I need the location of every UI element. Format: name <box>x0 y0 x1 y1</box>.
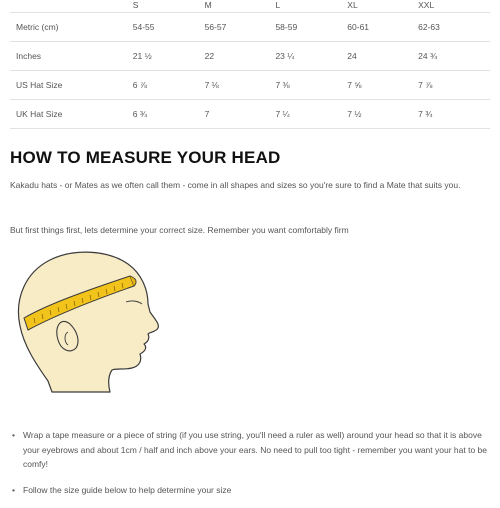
header-size-l: L <box>275 0 347 13</box>
table-cell: 7 <box>205 100 276 129</box>
table-cell: 7 ⅝ <box>347 71 418 100</box>
instruction-paragraph: But first things first, lets determine your correct size. Remember you want comfortably firm <box>10 225 349 235</box>
list-item: • Follow the size guide below to help determine your size <box>10 483 490 498</box>
table-row-uk-hat-size <box>10 100 490 129</box>
section-title: HOW TO MEASURE YOUR HEAD <box>10 148 281 167</box>
table-row-metric <box>10 13 490 42</box>
table-cell: 60-61 <box>347 13 418 42</box>
head-measuring-tape-illustration <box>8 246 178 396</box>
table-cell: 62-63 <box>418 13 490 42</box>
table-cell: 7 ⅞ <box>418 71 490 100</box>
header-size-s: S <box>133 0 205 13</box>
size-header-row <box>10 0 490 13</box>
header-size-xxl: XXL <box>418 0 490 13</box>
intro-paragraph: Kakadu hats - or Mates as we often call them - come in all shapes and sizes so you're sure to find a Mate that suits you. <box>10 180 461 190</box>
list-item: • Wrap a tape measure or a piece of string (if you use string, you'll need a ruler as well) around your head so that it is above your eyebrows and about 1cm / half and inch above your ears. No need to pull too tight - remember you want your hat to be comfy! <box>10 428 490 472</box>
table-cell: 21 ½ <box>133 42 205 71</box>
row-label: Metric (cm) <box>10 13 133 42</box>
header-size-xl: XL <box>347 0 418 13</box>
table-cell: 58-59 <box>275 13 347 42</box>
table-cell: 22 <box>205 42 276 71</box>
table-cell: 24 <box>347 42 418 71</box>
table-cell: 7 ¼ <box>275 100 347 129</box>
table-cell: 7 ½ <box>347 100 418 129</box>
instruction-list <box>10 428 490 508</box>
header-size-m: M <box>205 0 276 13</box>
table-cell: 24 ¾ <box>418 42 490 71</box>
header-cell-empty <box>10 0 133 13</box>
table-row-us-hat-size <box>10 71 490 100</box>
table-row-inches <box>10 42 490 71</box>
table-cell: 7 ⅛ <box>205 71 276 100</box>
table-cell: 6 ¾ <box>133 100 205 129</box>
table-cell: 56-57 <box>205 13 276 42</box>
table-cell: 54-55 <box>133 13 205 42</box>
table-cell: 23 ¼ <box>275 42 347 71</box>
row-label: UK Hat Size <box>10 100 133 129</box>
table-cell: 6 ⅞ <box>133 71 205 100</box>
table-cell: 7 ¾ <box>418 100 490 129</box>
table-cell: 7 ⅜ <box>275 71 347 100</box>
row-label: US Hat Size <box>10 71 133 100</box>
row-label: Inches <box>10 42 133 71</box>
size-chart-table <box>10 0 490 129</box>
